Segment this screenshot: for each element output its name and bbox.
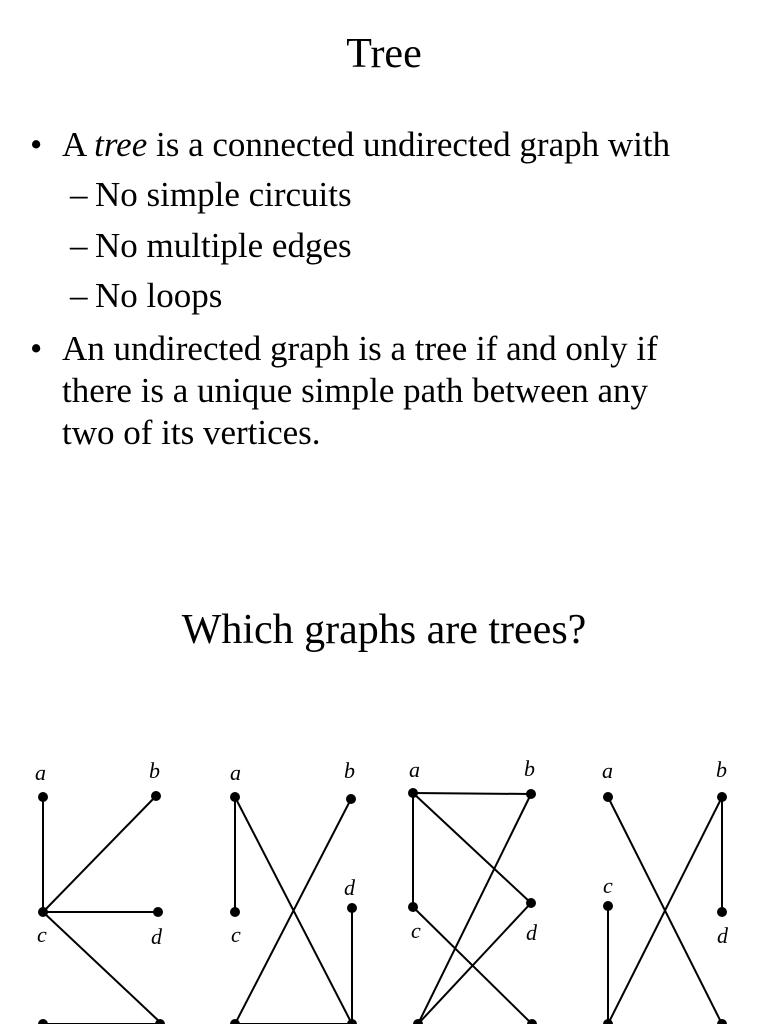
vertex-f bbox=[347, 1019, 357, 1024]
label-d: d bbox=[717, 923, 728, 948]
vertex-c bbox=[230, 907, 240, 917]
slide2-title: Which graphs are trees? bbox=[181, 607, 587, 653]
subitem-no-simple-circuits bbox=[70, 174, 352, 216]
bullet-emphasis: tree bbox=[94, 125, 148, 164]
label-c: c bbox=[37, 922, 47, 947]
vertex-e bbox=[230, 1019, 240, 1024]
bullet-suffix: is a connected undirected graph with bbox=[147, 125, 671, 164]
graph-3 bbox=[408, 756, 538, 1024]
vertex-a bbox=[408, 788, 418, 798]
vertex-c bbox=[603, 901, 613, 911]
edge bbox=[43, 796, 156, 912]
edge bbox=[43, 912, 162, 1024]
graphs-figure bbox=[0, 740, 768, 1024]
subitem-text: No loops bbox=[95, 276, 223, 315]
vertex-d bbox=[153, 907, 163, 917]
label-b: b bbox=[524, 756, 535, 781]
edge bbox=[418, 794, 531, 1024]
label-d: d bbox=[151, 924, 162, 949]
label-c: c bbox=[231, 922, 241, 947]
dash-marker: – bbox=[70, 226, 88, 265]
bullet-prefix: A bbox=[62, 125, 95, 164]
label-a: a bbox=[409, 757, 420, 782]
theorem-line-1: An undirected graph is a tree if and only if bbox=[62, 329, 658, 368]
theorem-line-2: there is a unique simple path between any bbox=[62, 371, 649, 410]
graph-1 bbox=[35, 758, 165, 1024]
label-c: c bbox=[411, 918, 421, 943]
bullet-marker: • bbox=[30, 329, 43, 368]
subitem-text: No simple circuits bbox=[95, 175, 352, 214]
bullet-marker: • bbox=[30, 125, 43, 164]
vertex-b bbox=[526, 789, 536, 799]
vertex-e bbox=[603, 1019, 613, 1024]
vertex-f bbox=[717, 1019, 727, 1024]
label-c: c bbox=[603, 873, 613, 898]
vertex-c bbox=[408, 902, 418, 912]
label-a: a bbox=[35, 760, 46, 785]
label-a: a bbox=[230, 760, 241, 785]
vertex-b bbox=[717, 792, 727, 802]
vertex-a bbox=[603, 792, 613, 802]
bullet-text bbox=[62, 124, 670, 166]
dash-marker: – bbox=[70, 175, 88, 214]
vertex-a bbox=[230, 792, 240, 802]
vertex-a bbox=[38, 792, 48, 802]
slide-title: Tree bbox=[346, 31, 422, 77]
label-d: d bbox=[344, 875, 355, 900]
label-b: b bbox=[149, 758, 160, 783]
label-a: a bbox=[602, 758, 613, 783]
vertex-b bbox=[151, 791, 161, 801]
theorem-line-3: two of its vertices. bbox=[62, 413, 321, 452]
graph-4 bbox=[602, 757, 729, 1024]
edge bbox=[413, 793, 531, 903]
vertex-b bbox=[346, 794, 356, 804]
subitem-text: No multiple edges bbox=[95, 226, 352, 265]
label-d: d bbox=[526, 920, 537, 945]
vertex-d bbox=[347, 903, 357, 913]
vertex-e bbox=[38, 1019, 48, 1024]
vertex-d bbox=[717, 907, 727, 917]
graph-2 bbox=[230, 758, 357, 1024]
subitem-no-loops bbox=[70, 275, 222, 317]
vertex-d bbox=[526, 898, 536, 908]
vertex-c bbox=[38, 907, 48, 917]
dash-marker: – bbox=[70, 276, 88, 315]
edge bbox=[413, 907, 532, 1024]
label-b: b bbox=[344, 758, 355, 783]
subitem-no-multiple-edges bbox=[70, 225, 352, 267]
label-b: b bbox=[716, 757, 727, 782]
edge bbox=[413, 793, 531, 794]
